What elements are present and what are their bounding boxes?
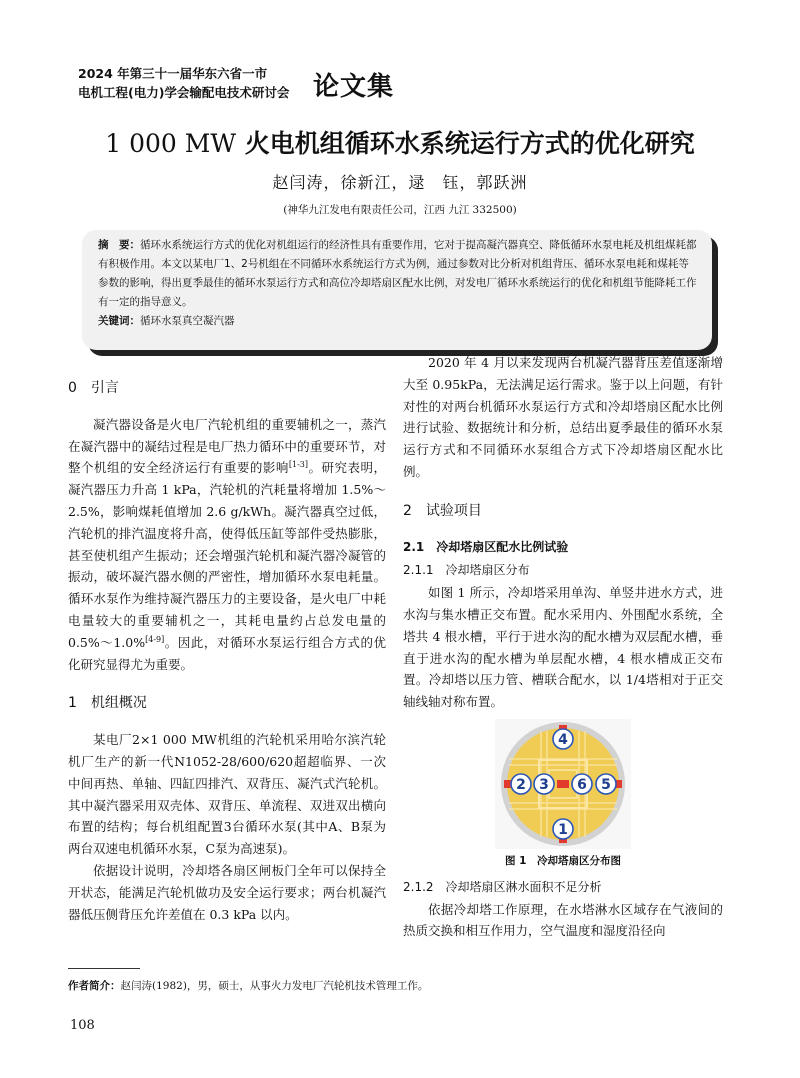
paper-title: [0, 124, 800, 160]
author-footnote: [68, 978, 428, 993]
header-collection-title: 论文集: [313, 72, 395, 102]
title-text: 火电机组循环水系统运行方式的优化研究: [244, 129, 695, 158]
cooling-tower-diagram: [495, 719, 631, 849]
s0-p1-c: 。因此，对循环水泵运行组合方式的优化研究显得尤为重要。: [68, 634, 386, 672]
footnote-text: 赵闫涛(1982)，男，硕士，从事火力发电厂汽轮机技术管理工作。: [120, 980, 429, 992]
sector-label: 1: [558, 821, 568, 838]
title-number: 1 000 MW: [105, 129, 237, 158]
keywords-label: 关键词：: [98, 315, 140, 327]
abstract-label: 摘 要：: [98, 239, 140, 251]
sector-label: 6: [577, 776, 587, 793]
section-2-heading: 2 试验项目: [403, 502, 482, 519]
section-1-paragraph-2: 依据设计说明，冷却塔各扇区闸板门全年可以保持全开状态，能满足汽轮机做功及安全运行要求；两台机凝汽器低压侧背压允许差值在 0.3 kPa 以内。: [68, 862, 386, 922]
footnote-divider: [68, 968, 140, 969]
section-2-1-heading: 2.1 冷却塔扇区配水比例试验: [403, 539, 569, 554]
header-line2: 电机工程(电力)学会输配电技术研讨会: [78, 85, 290, 100]
section-1-heading: 1 机组概况: [68, 695, 147, 712]
citation: [1-3]: [288, 460, 309, 470]
section-1-paragraph-1: 某电厂2×1 000 MW机组的汽轮机采用哈尔滨汽轮机厂生产的新一代N1052-28/600/620超超临界、一次中间再热、单轴、四缸四排汽、双背压、凝汽式汽轮机。其中凝汽器采用双壳体、双背压、单流程、双进双出横向布置的结构；每台机组配置3台循环水泵(其中A、B泵为两台双速电机循环水泵，C泵为高速泵)。: [68, 732, 386, 857]
section-2-1-2-paragraph: 依据冷却塔工作原理，在水塔淋水区域存在气液间的热质交换和相互作用力，空气温度和湿度沿径向: [403, 901, 723, 939]
right-intro-paragraph: 2020 年 4 月以来发现两台机凝汽器背压差值逐渐增大至 0.95kPa，无法满足运行需求。鉴于以上问题，有针对性的对两台机循环水泵运行方式和冷却塔扇区配水比例进行试验、数据统计和分析，总结出夏季最佳的循环水泵运行方式和不同循环水泵组合方式下冷却塔扇区配水比例。: [403, 355, 723, 479]
figure-1-caption: 图 1 冷却塔扇区分布图: [505, 854, 621, 867]
left-column: [68, 356, 386, 925]
footnote-label: 作者简介：: [68, 980, 121, 992]
section-0-paragraph: [68, 414, 386, 676]
journal-header: [78, 64, 738, 108]
authors: 赵闫涛，徐新江，逯 钰，郭跃洲: [272, 173, 528, 192]
section-0-heading: 0 引言: [68, 380, 119, 396]
section-2-1-1-paragraph: 如图 1 所示，冷却塔采用单沟、单竖井进水方式，进水沟与集水槽正交布置。配水采用内、外围配水系统，全塔共 4 根水槽，平行于进水沟的配水槽为双层配水槽，垂直于进水沟的配水槽为单层配水槽，4 根水槽成正交布置。冷却塔以压力管、槽联合配水，以 1/4塔相对于正交轴线轴对称布置。: [403, 585, 723, 710]
s0-p1-a: 凝汽器设备是火电厂汽轮机组的重要辅机之一，蒸汽在凝汽器中的凝结过程是电厂热力循环中的重要环节，对整个机组的安全经济运行有重要的影响: [68, 416, 386, 476]
sector-label: 3: [539, 776, 549, 793]
affiliation: (神华九江发电有限责任公司，江西 九江 332500): [283, 204, 517, 216]
abstract-text: 循环水系统运行方式的优化对机组运行的经济性具有重要作用，它对于提高凝汽器真空、降低循环水泵电耗及机组煤耗都有积极作用。本文以某电厂1、2号机组在不同循环水系统运行方式为例，通过参数对比分析对机组背压、循环水泵电耗和煤耗等参数的影响，得出夏季最佳的循环水泵运行方式和高位冷却塔扇区配水比例，对发电厂循环水系统运行的优化和机组节能降耗工作有一定的指导意义。: [98, 239, 697, 308]
right-column: [403, 356, 723, 942]
keywords: [98, 312, 698, 331]
abstract-box: [82, 230, 712, 350]
citation: [4-9]: [145, 634, 165, 644]
page-number: 108: [70, 1018, 95, 1033]
s0-p1-b: 。研究表明，凝汽器压力升高 1 kPa，汽轮机的汽耗量将增加 1.5%～2.5%，影响煤耗值增加 2.6 g/kWh。凝汽器真空过低，汽轮机的排汽温度将升高，使得低压缸等部件受热膨胀，甚至使机组产生振动；还会增强汽轮机和凝汽器冷凝管的振动，破坏凝汽器水侧的严密性，增加循环水泵电耗量。循环水泵作为维持凝汽器压力的主要设备，是火电厂中耗电量较大的重要辅机之一，其耗电量约占总发电量的 0.5%～1.0%: [68, 460, 386, 650]
header-line1: 2024 年第三十一届华东六省一市: [78, 66, 268, 81]
sector-label: 5: [601, 776, 611, 793]
sector-label: 2: [516, 776, 526, 793]
keywords-text: 循环水泵真空凝汽器: [140, 315, 235, 327]
sector-label: 4: [558, 731, 568, 748]
abstract: [98, 236, 698, 312]
section-2-1-1-heading: 2.1.1 冷却塔扇区分布: [403, 563, 530, 578]
section-2-1-2-heading: 2.1.2 冷却塔扇区淋水面积不足分析: [403, 879, 602, 894]
